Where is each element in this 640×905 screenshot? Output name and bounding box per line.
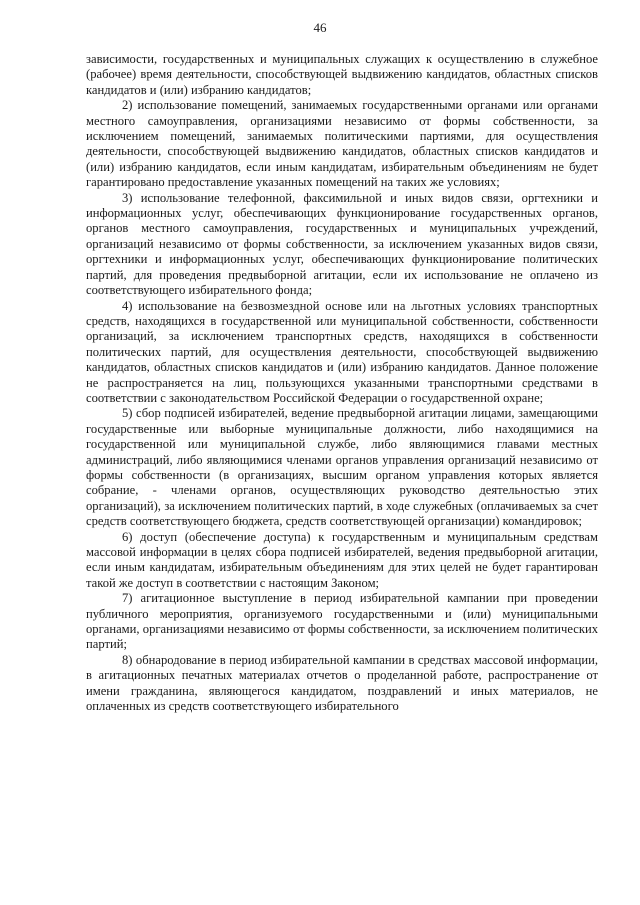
paragraph-item-3: 3) использование телефонной, факсимильной и иных видов связи, оргтехники и информационных услуг, обеспечивающих функционирование государственных органов, органов местного самоуправления, государственных и муниципальных учреждений, организаций независимо от формы собственности, за исключением указанных видов связи, оргтехники и информационных услуг, обеспечивающих функционирование политических партий, для проведения предвыборной агитации, если их использование не оплачено из соответствующего избирательного фонда; <box>86 190 598 298</box>
paragraph-item-2: 2) использование помещений, занимаемых государственными органами или органами местного самоуправления, организациями независимо от формы собственности, за исключением помещений, занимаемых политическими партиями, для осуществления деятельности, способствующей выдвижению кандидатов, областных списков кандидатов и (или) избранию кандидатов, если иным кандидатам, избирательным объединениям не будет гарантировано предоставление указанных помещений на таких же условиях; <box>86 98 598 190</box>
paragraph-continuation: зависимости, государственных и муниципальных служащих к осуществлению в служебное (рабочее) время деятельности, способствующей выдвижению кандидатов, областных списков кандидатов и (или) избранию кандидатов; <box>86 52 598 97</box>
paragraph-item-6: 6) доступ (обеспечение доступа) к государственным и муниципальным средствам массовой информации в целях сбора подписей избирателей, ведения предвыборной агитации, если иным кандидатам, избирательным объединениям для этих целей не будет гарантирован такой же доступ в соответствии с настоящим Законом; <box>86 529 598 590</box>
paragraph-item-7: 7) агитационное выступление в период избирательной кампании при проведении публичного мероприятия, организуемого государственными и (или) муниципальными органами, организациями независимо от формы собственности, за исключением политических партий; <box>86 591 598 652</box>
paragraph-item-8: 8) обнародование в период избирательной кампании в средствах массовой информации, в агитационных печатных материалах отчетов о проделанной работе, распространение от имени гражданина, являющегося кандидатом, поздравлений и иных материалов, не оплаченных из средств соответствующего избирательного <box>86 652 598 714</box>
document-body <box>86 52 598 714</box>
page-number: 46 <box>313 20 327 35</box>
paragraph-item-4: 4) использование на безвозмездной основе или на льготных условиях транспортных средств, находящихся в государственной или муниципальной собственности, собственности организаций, за исключением транспортных средств, находящихся в собственности политических партий, для осуществления деятельности, способствующей выдвижению кандидатов, областных списков кандидатов и (или) избранию кандидатов. Данное положение не распространяется на лиц, пользующихся указанными транспортными средствами в соответствии с законодательством Российской Федерации о государственной охране; <box>86 298 598 405</box>
paragraph-item-5: 5) сбор подписей избирателей, ведение предвыборной агитации лицами, замещающими государственные или выборные муниципальные должности, либо находящимися на государственной или муниципальной службе, либо являющимися главами местных администраций, либо являющимися членами органов управления организаций независимо от формы собственности (в организациях, высшим органом управления которых является собрание, - членами органов, осуществляющих руководство деятельностью этих организаций), за исключением политических партий, в ходе служебных (оплачиваемых за счет средств соответствующего бюджета, средств соответствующей организации) командировок; <box>86 406 598 529</box>
